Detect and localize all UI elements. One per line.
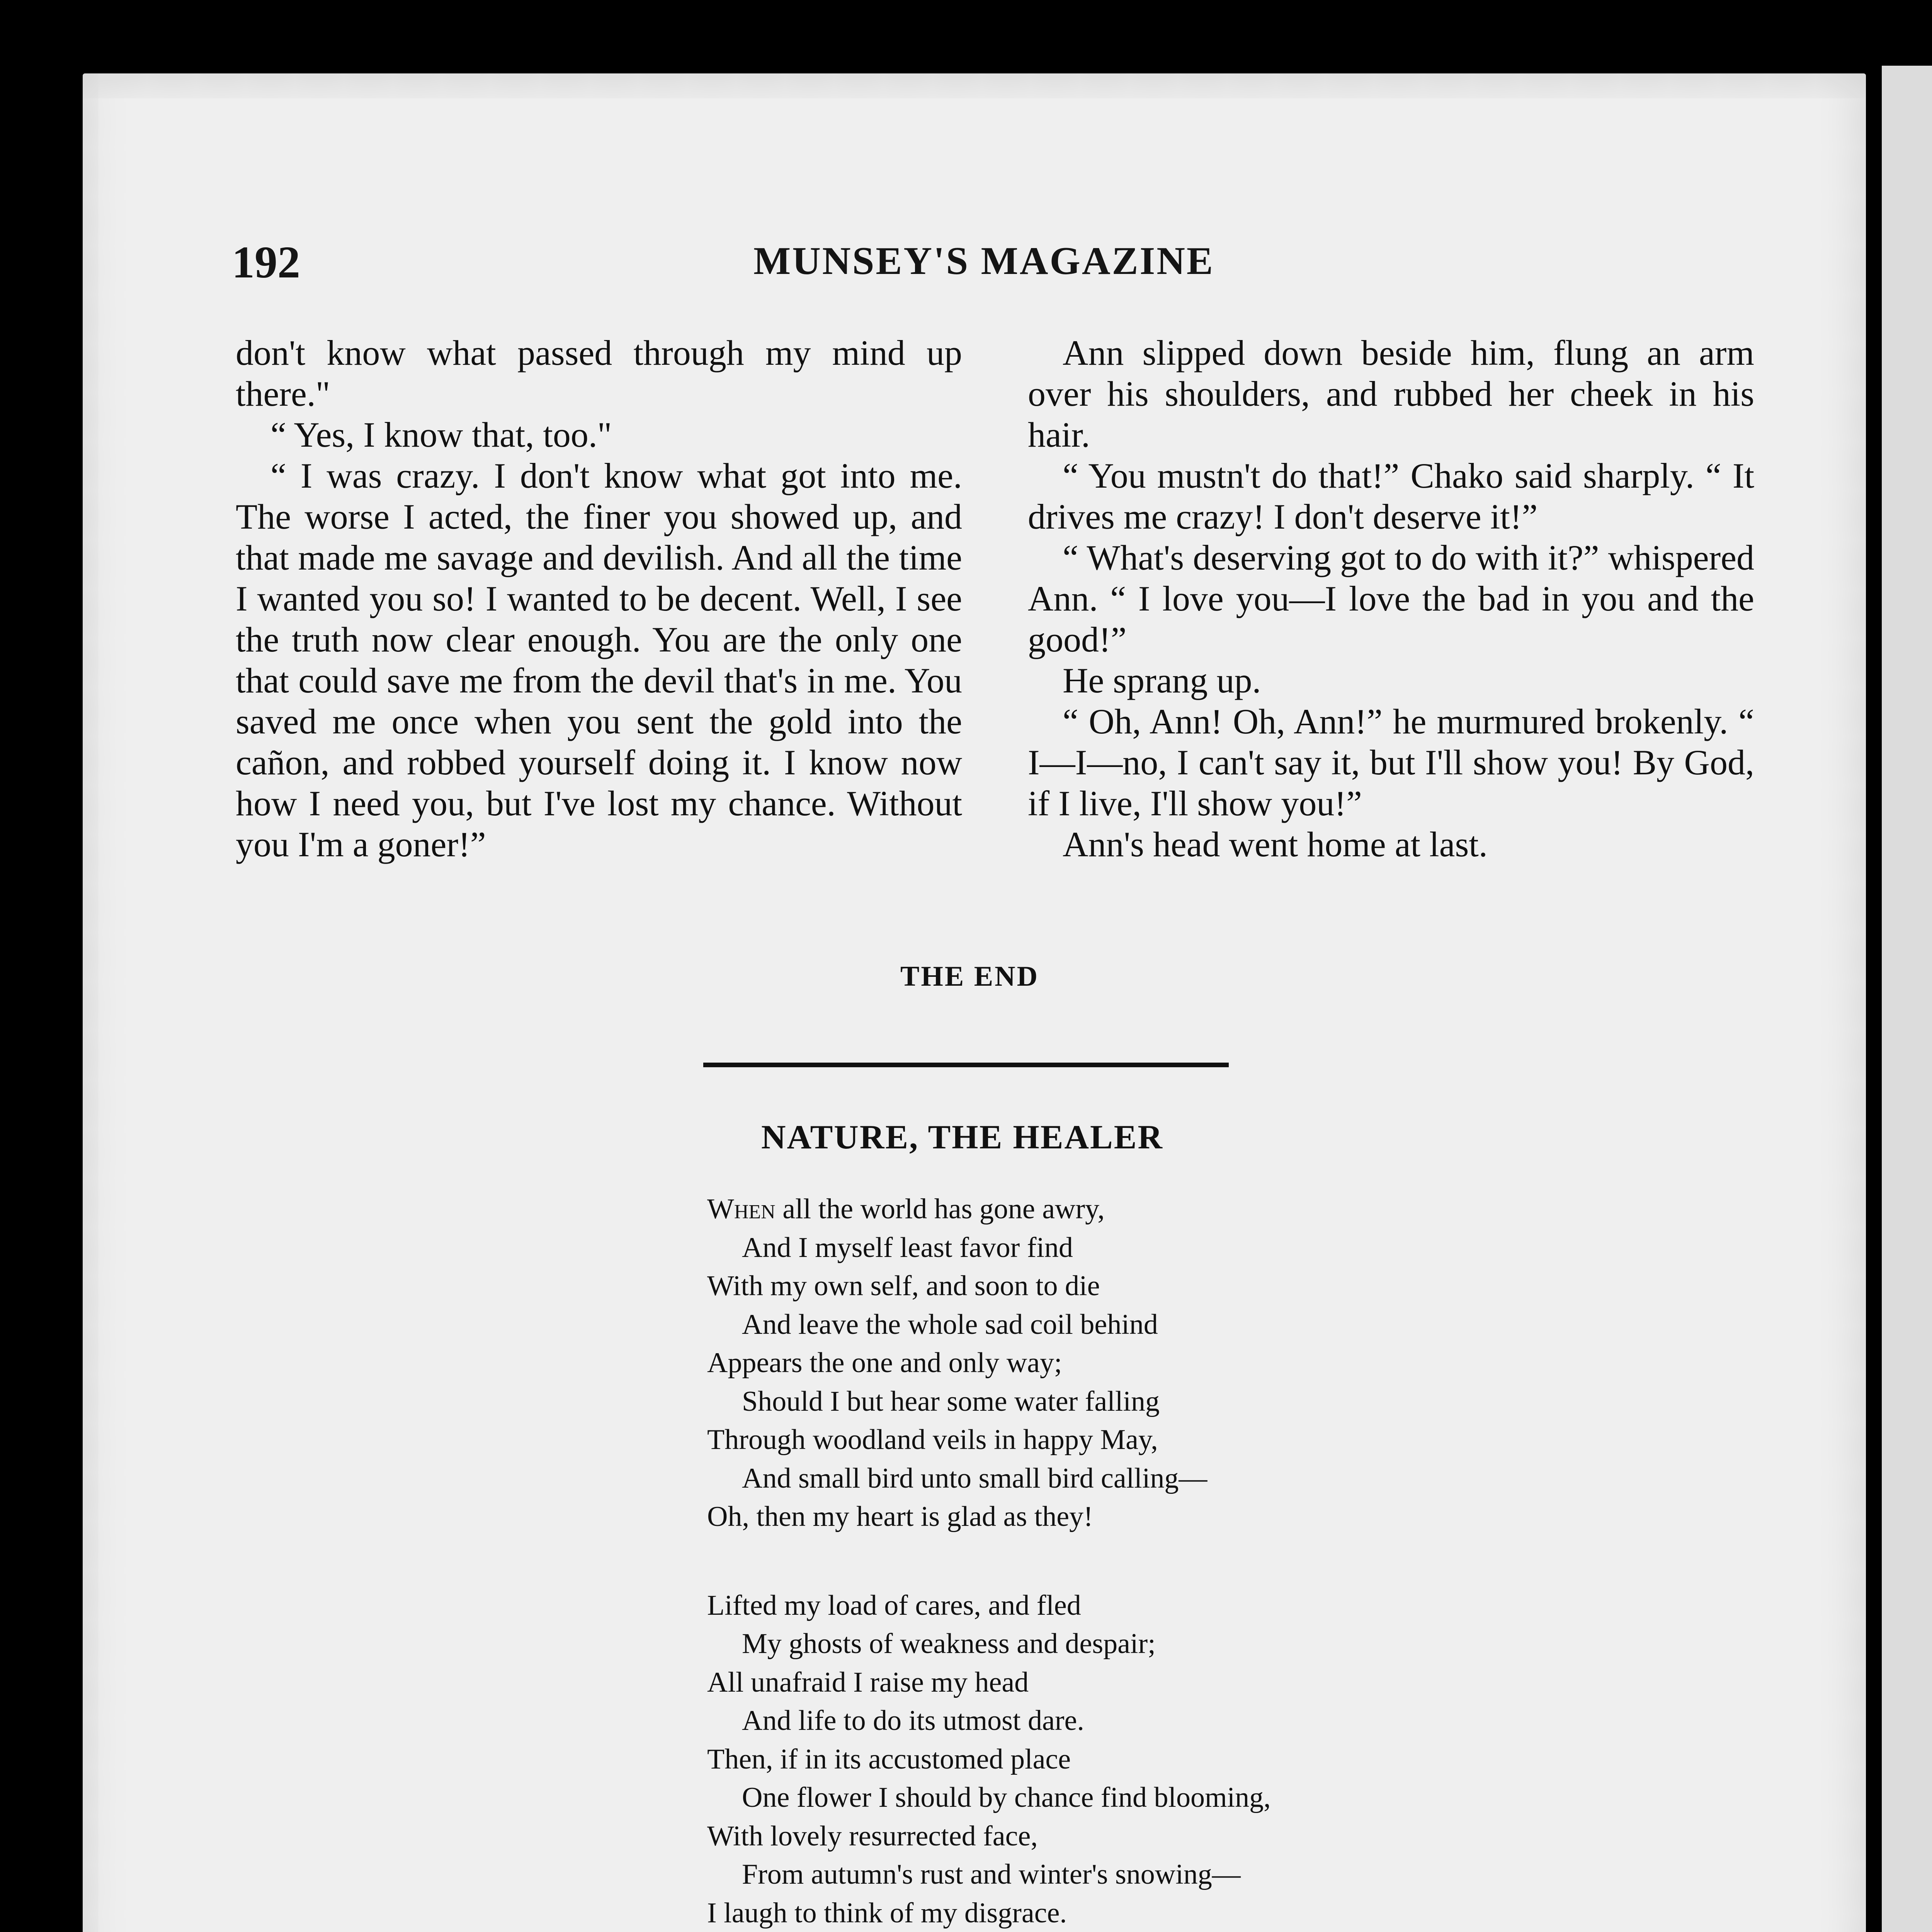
poem-line: I laugh to think of my disgrace. [707,1897,1067,1929]
running-head: MUNSEY'S MAGAZINE [753,239,1214,283]
poem-line: And small bird unto small bird calling— [742,1462,1208,1494]
story-paragraph: Ann's head went home at last. [1063,825,1488,864]
poem-line: Oh, then my heart is glad as they! [707,1501,1093,1532]
story-paragraph: “ Yes, I know that, too." [270,415,612,454]
section-divider [703,1063,1229,1067]
story-paragraph: “ Oh, Ann! Oh, Ann!” he murmured brokenly. “ I—I—no, I can't say it, but I'll show you! By God, if I live, I'll show you!” [1028,702,1754,823]
the-end-label: THE END [900,961,1039,992]
poem-line: From autumn's rust and winter's snowing— [742,1859,1241,1890]
poem-line: All unafraid I raise my head [707,1666,1029,1698]
poem-line: Should I but hear some water falling [742,1385,1160,1417]
page-number: 192 [232,237,300,287]
poem-stanza [707,1190,1634,1536]
poem-line: One flower I should by chance find blooming, [742,1782,1271,1813]
poem-line: And life to do its utmost dare. [742,1705,1084,1736]
poem-title: NATURE, THE HEALER [761,1119,1163,1156]
story-paragraph: “ I was crazy. I don't know what got into me. The worse I acted, the finer you showed up, and that made me savage and devilish. And all the time I wanted you so! I wanted to be decent. Well, I see the truth now clear enough. You are the only one that could save me from the devil that's in me. You saved me once when you sent the gold into the cañon, and robbed yourself doing it. I know now how I need you, but I've lost my chance. Without you I'm a goner!” [236,456,962,864]
story-column-left [236,332,962,865]
poem-stanza [707,1587,1634,1932]
poem-line: With my own self, and soon to die [707,1270,1100,1302]
adjacent-page-edge [1882,66,1932,1932]
poem-line: And I myself least favor find [742,1231,1073,1264]
poem-line: Appears the one and only way; [707,1347,1062,1379]
poem-line: Lifted my load of cares, and fled [707,1589,1081,1621]
story-paragraph: “ What's deserving got to do with it?” whispered Ann. “ I love you—I love the bad in you and the good!” [1028,538,1754,659]
poem-line: With lovely resurrected face, [707,1820,1038,1852]
story-paragraph: Ann slipped down beside him, flung an arm over his shoulders, and rubbed her cheek in his hair. [1028,333,1754,454]
poem-line: My ghosts of weakness and despair; [742,1628,1156,1660]
story-paragraph: don't know what passed through my mind up there." [236,333,962,413]
poem-line-text: all the world has gone awry, [782,1193,1105,1225]
story-paragraph: “ You mustn't do that!” Chako said sharply. “ It drives me crazy! I don't deserve it!” [1028,456,1754,536]
poem-line: Then, if in its accustomed place [707,1743,1071,1775]
poem-line: And leave the whole sad coil behind [742,1308,1158,1340]
poem-initial-word: When [707,1193,776,1225]
poem-line [707,1190,1634,1229]
story-paragraph: He sprang up. [1063,661,1261,700]
poem-body [707,1190,1634,1932]
poem-line: Through woodland veils in happy May, [707,1424,1158,1456]
story-column-right [1028,332,1754,865]
